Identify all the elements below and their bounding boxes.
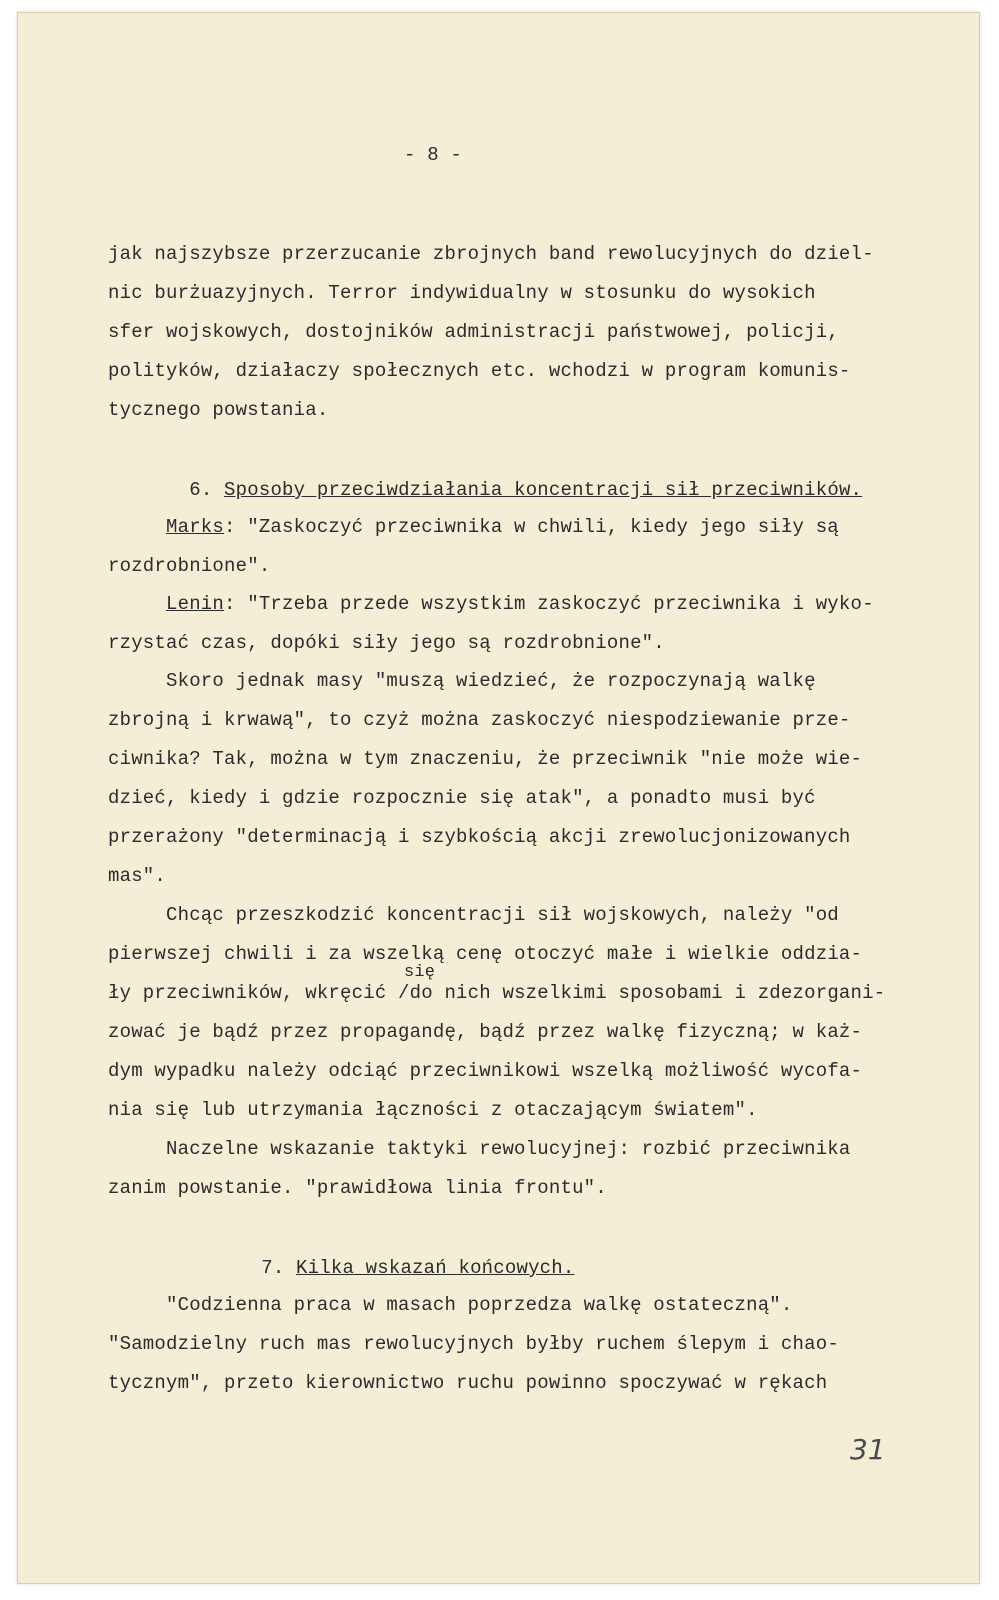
lenin-quote-line: [166, 593, 874, 615]
text-line: dzieć, kiedy i gdzie rozpocznie się atak", a ponadto musi być: [108, 787, 816, 809]
marks-quote-text: : "Zaskoczyć przeciwnika w chwili, kiedy jego siły są: [224, 516, 839, 538]
text-line: nic burżuazyjnych. Terror indywidualny w stosunku do wysokich: [108, 282, 816, 304]
text-line: rzystać czas, dopóki siły jego są rozdrobnione".: [108, 632, 665, 654]
text-line: polityków, działaczy społecznych etc. wchodzi w program komunis-: [108, 360, 851, 382]
lenin-label: Lenin: [166, 593, 225, 615]
section-6-number: 6.: [189, 479, 213, 501]
text-line: sfer wojskowych, dostojników administracji państwowej, policji,: [108, 321, 839, 343]
text-line: przerażony "determinacją i szybkością akcji zrewolucjonizowanych: [108, 826, 851, 848]
text-line: tycznym", przeto kierownictwo ruchu powinno spoczywać w rękach: [108, 1372, 828, 1394]
inserted-word: się: [404, 963, 436, 982]
text-line: pierwszej chwili i za wszelką cenę otoczyć małe i wielkie oddzia-: [108, 943, 863, 965]
marks-quote-line: [166, 516, 839, 538]
marks-label: Marks: [166, 516, 225, 538]
text-line: ciwnika? Tak, można w tym znaczeniu, że przeciwnik "nie może wie-: [108, 748, 863, 770]
text-line: tycznego powstania.: [108, 399, 329, 421]
text-line: zanim powstanie. "prawidłowa linia frontu".: [108, 1177, 607, 1199]
text-line: Naczelne wskazanie taktyki rewolucyjnej: rozbić przeciwnika: [166, 1138, 851, 1160]
section-6-heading: [166, 457, 862, 501]
text-line: mas".: [108, 865, 167, 887]
handwritten-page-number: 31: [850, 1433, 886, 1466]
text-line: zować je bądź przez propagandę, bądź przez walkę fizyczną; w każ-: [108, 1021, 863, 1043]
text-line: dym wypadku należy odciąć przeciwnikowi wszelką możliwość wycofa-: [108, 1060, 863, 1082]
text-line: Skoro jednak masy "muszą wiedzieć, że rozpoczynają walkę: [166, 670, 816, 692]
page-number: - 8 -: [404, 144, 463, 166]
text-line: nia się lub utrzymania łączności z otaczającym światem".: [108, 1099, 758, 1121]
text-line: zbrojną i krwawą", to czyż można zaskoczyć niespodziewanie prze-: [108, 709, 851, 731]
lenin-quote-text: : "Trzeba przede wszystkim zaskoczyć przeciwnika i wyko-: [224, 593, 874, 615]
section-6-title: Sposoby przeciwdziałania koncentracji sił przeciwników.: [224, 479, 863, 501]
text-line: ły przeciwników, wkręcić /do nich wszelkimi sposobami i zdezorgani-: [108, 982, 886, 1004]
text-line: jak najszybsze przerzucanie zbrojnych band rewolucyjnych do dziel-: [108, 243, 874, 265]
text-line: rozdrobnione".: [108, 555, 271, 577]
text-line: Chcąc przeszkodzić koncentracji sił wojskowych, należy "od: [166, 904, 839, 926]
section-7-heading: [238, 1235, 575, 1279]
text-line: "Samodzielny ruch mas rewolucyjnych byłby ruchem ślepym i chao-: [108, 1333, 839, 1355]
section-7-title: Kilka wskazań końcowych.: [296, 1257, 575, 1279]
text-line: "Codzienna praca w masach poprzedza walkę ostateczną".: [166, 1294, 793, 1316]
section-7-number: 7.: [261, 1257, 285, 1279]
